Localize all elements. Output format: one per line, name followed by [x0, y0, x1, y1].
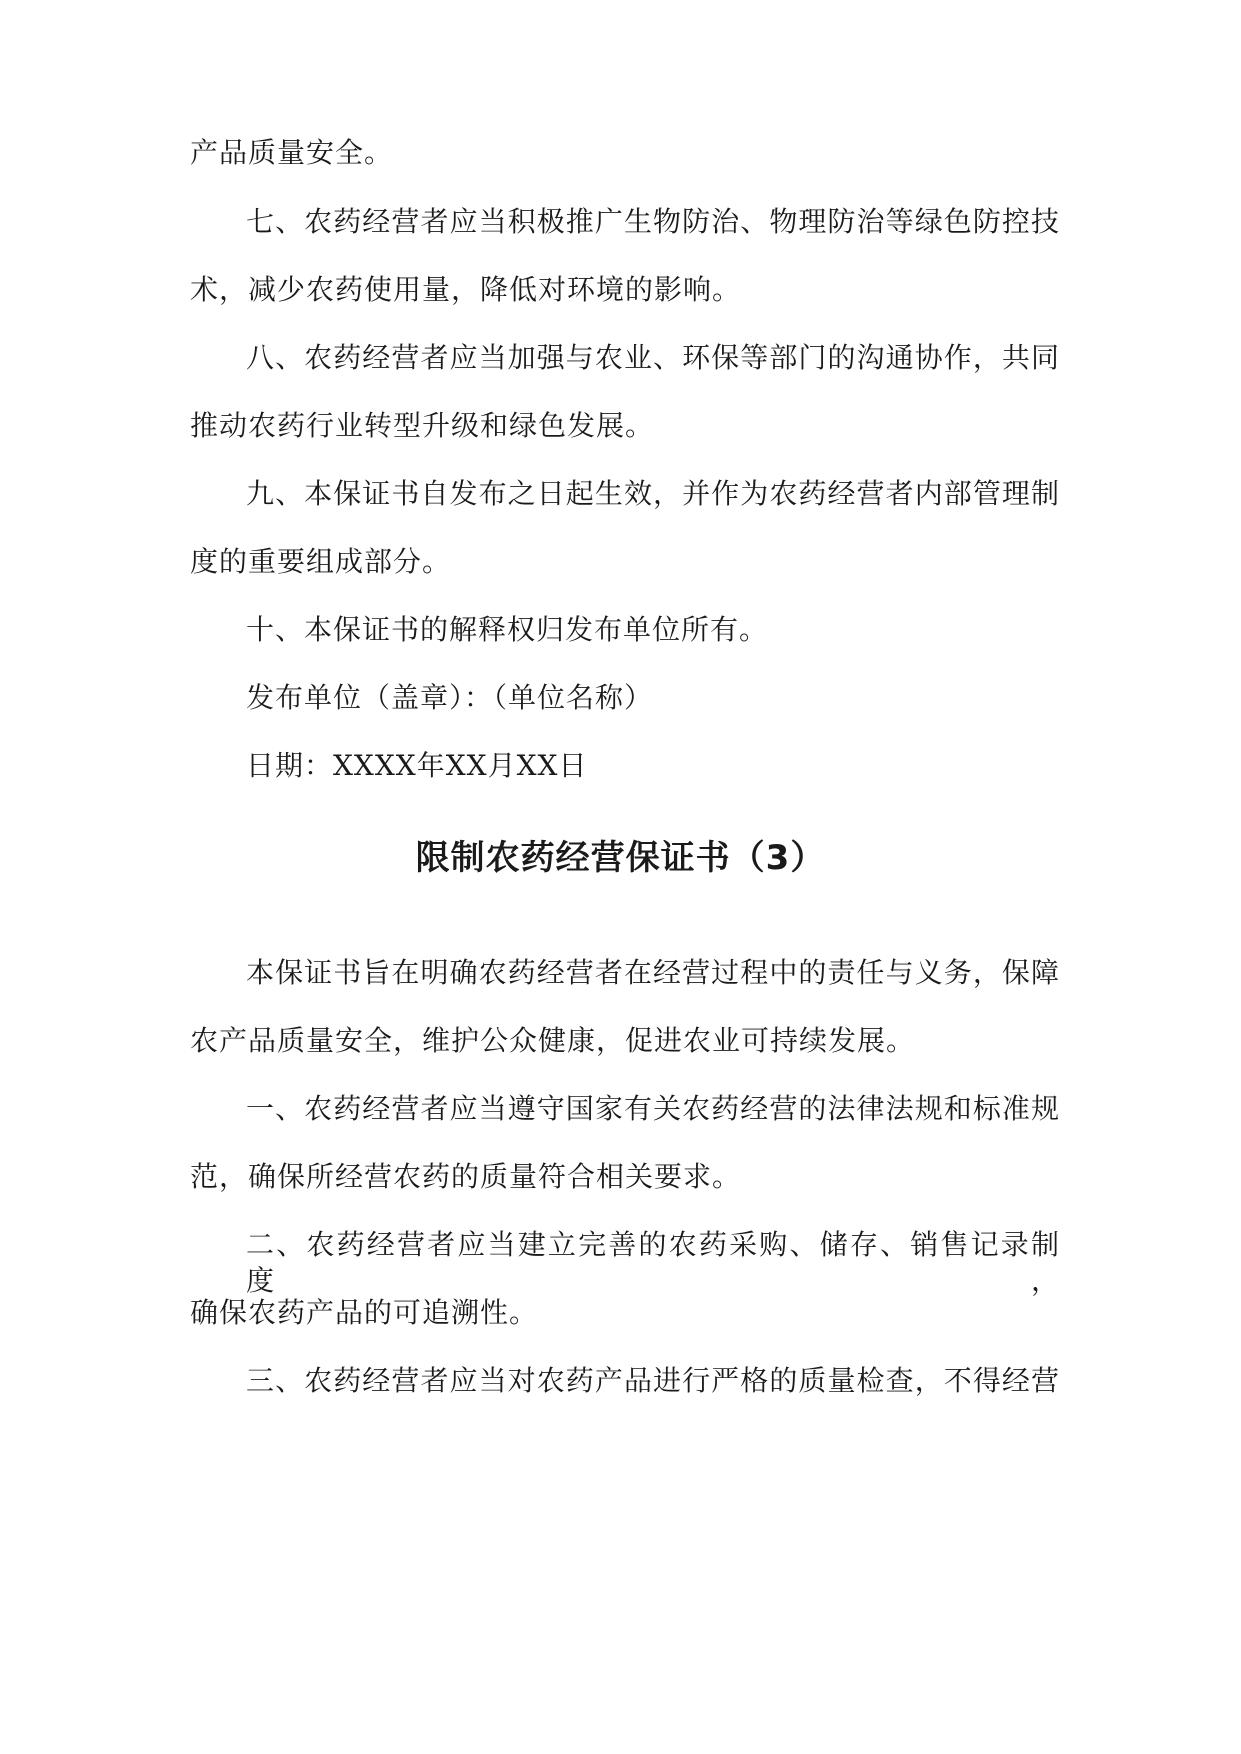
intro-line-1: 本保证书旨在明确农药经营者在经营过程中的责任与义务，保障	[246, 956, 1060, 989]
section-title: 限制农药经营保证书（3）	[415, 838, 826, 878]
date-line: 日期：XXXX年XX月XX日	[246, 749, 588, 782]
item-8-line-1: 八、农药经营者应当加强与农业、环保等部门的沟通协作，共同	[246, 341, 1060, 374]
item-7-line-2: 术，减少农药使用量，降低对环境的影响。	[190, 273, 742, 306]
item-9-line-2: 度的重要组成部分。	[190, 545, 452, 578]
item-8-line-2: 推动农药行业转型升级和绿色发展。	[190, 409, 655, 442]
item-10: 十、本保证书的解释权归发布单位所有。	[246, 613, 769, 646]
item-2-line-1: 二、农药经营者应当建立完善的农药采购、储存、销售记录制度，	[246, 1228, 1060, 1297]
item-9-line-1: 九、本保证书自发布之日起生效，并作为农药经营者内部管理制	[246, 477, 1060, 510]
item-1-line-2: 范，确保所经营农药的质量符合相关要求。	[190, 1160, 742, 1193]
item-7-line-1: 七、农药经营者应当积极推广生物防治、物理防治等绿色防控技	[246, 205, 1060, 238]
item-1-line-1: 一、农药经营者应当遵守国家有关农药经营的法律法规和标准规	[246, 1092, 1060, 1125]
paragraph-continuation: 产品质量安全。	[190, 136, 394, 169]
issuer-line: 发布单位（盖章）：（单位名称）	[246, 681, 654, 714]
item-3-line-1: 三、农药经营者应当对农药产品进行严格的质量检查，不得经营	[246, 1364, 1060, 1397]
intro-line-2: 农产品质量安全，维护公众健康，促进农业可持续发展。	[190, 1024, 916, 1057]
item-2-line-2: 确保农药产品的可追溯性。	[190, 1296, 539, 1329]
